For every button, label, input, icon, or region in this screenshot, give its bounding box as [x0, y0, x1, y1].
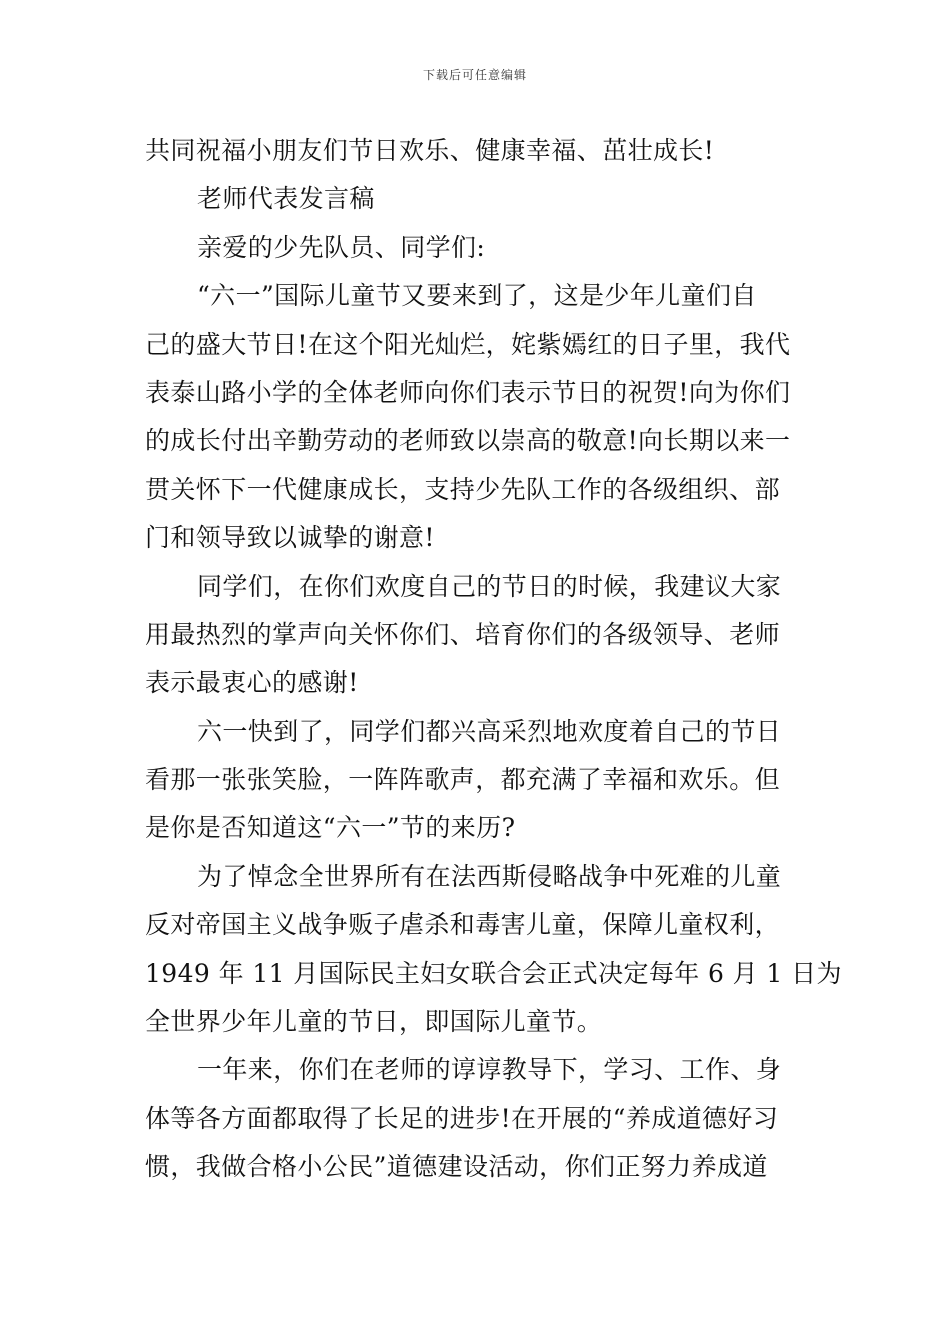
text-line: 体等各方面都取得了长足的进步!在开展的“养成道德好习: [145, 1103, 779, 1133]
text-line: 看那一张张笑脸，一阵阵歌声，都充满了幸福和欢乐。但: [145, 765, 781, 795]
text-line: 一年来，你们在老师的谆谆教导下，学习、工作、身: [197, 1055, 782, 1085]
text-line: 表示最衷心的感谢!: [145, 668, 359, 698]
text-line: 是你是否知道这“六一”节的来历?: [145, 813, 516, 843]
page-header: 下载后可任意编辑: [422, 68, 527, 82]
text-line: 用最热烈的掌声向关怀你们、培育你们的各级领导、老师: [145, 619, 781, 649]
text-line: 门和领导致以诚挚的谢意!: [145, 523, 435, 553]
text-line: 己的盛大节日!在这个阳光灿烂，姹紫嫣红的日子里，我代: [145, 329, 791, 359]
text-line: 老师代表发言稿: [197, 184, 375, 214]
text-line: 全世界少年儿童的节日，即国际儿童节。: [145, 1007, 603, 1037]
text-line: 六一快到了，同学们都兴高采烈地欢度着自己的节日: [197, 716, 782, 746]
text-line: 亲爱的少先队员、同学们:: [197, 232, 486, 262]
text-line: 表泰山路小学的全体老师向你们表示节日的祝贺!向为你们: [145, 377, 791, 407]
document-body: [145, 127, 842, 1192]
text-line: 的成长付出辛勤劳动的老师致以崇高的敬意!向长期以来一: [145, 426, 791, 456]
text-line: “六一”国际儿童节又要来到了，这是少年儿童们自: [197, 281, 757, 311]
text-line: 1949 年 11 月国际民主妇女联合会正式决定每年 6 月 1 日为: [145, 958, 842, 988]
text-line: 同学们，在你们欢度自己的节日的时候，我建议大家: [197, 571, 782, 601]
text-line: 惯，我做合格小公民”道德建设活动，你们正努力养成道: [145, 1152, 768, 1182]
text-line: 反对帝国主义战争贩子虐杀和毒害儿童，保障儿童权利，: [145, 910, 781, 940]
text-line: 共同祝福小朋友们节日欢乐、健康幸福、茁壮成长!: [145, 136, 715, 165]
text-line: 贯关怀下一代健康成长，支持少先队工作的各级组织、部: [145, 474, 781, 504]
text-line: 为了悼念全世界所有在法西斯侵略战争中死难的儿童: [197, 861, 782, 891]
